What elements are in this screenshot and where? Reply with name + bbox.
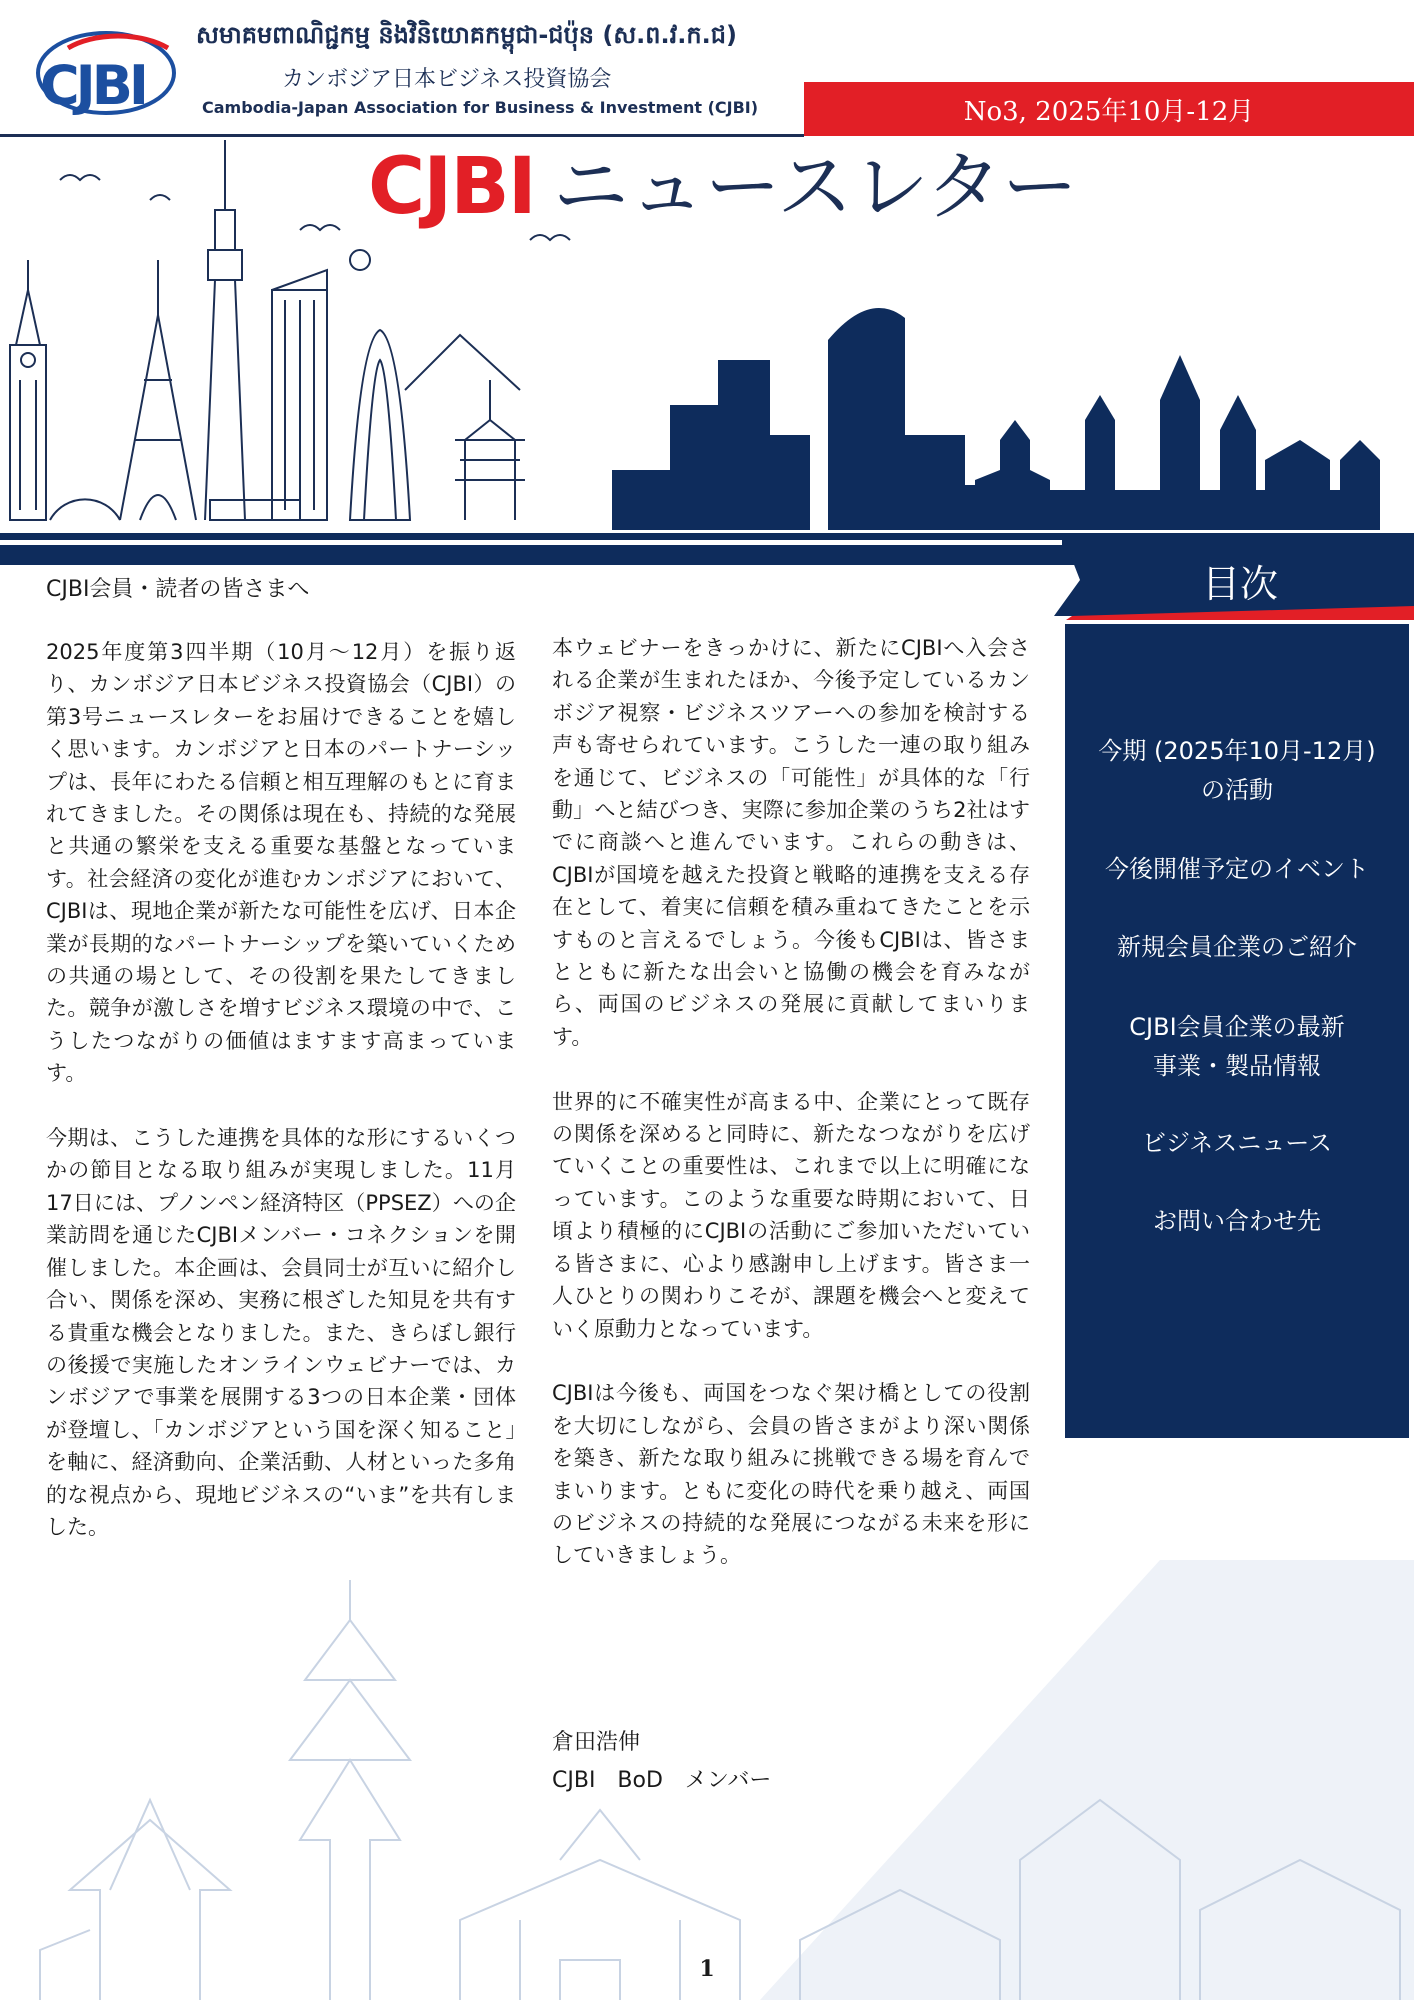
toc-item-line: 今後開催予定のイベント — [1105, 855, 1369, 883]
toc-item-business-news[interactable] — [1065, 1124, 1409, 1163]
org-name-english: Cambodia-Japan Association for Business & Investment (CJBI) — [202, 98, 759, 117]
toc-item-line: CJBI会員企業の最新 — [1129, 1013, 1345, 1041]
org-name-japanese: カンボジア日本ビジネス投資協会 — [282, 67, 612, 92]
paragraph: 今期は、こうした連携を具体的な形にするいくつかの節目となる取り組みが実現しました。11月17日には、プノンペン経済特区（PPSEZ）への企業訪問を通じたCJBIメンバー・コネクションを開催しました。本企画は、会員同士が互いに紹介し合い、関係を深め、実務に根ざした知見を共有する貴重な機会となりました。また、きらぼし銀行の後援で実施したオンラインウェビナーでは、カンボジアで事業を展開する3つの日本企業・団体が登壇し、「カンボジアという国を深く知ること」を軸に、経済動向、企業活動、人材といった多角的な視点から、現地ビジネスの“いま”を共有しました。 — [46, 1126, 516, 1539]
title-text: ニュースレター — [552, 142, 1078, 231]
bottom-architecture-illustration — [0, 1560, 1414, 2000]
toc-item-member-news[interactable] — [1065, 1008, 1409, 1086]
page-number: 1 — [699, 1956, 715, 1982]
signature-title: CJBI BoD メンバー — [552, 1768, 772, 1793]
signature-name: 倉田浩伸 — [552, 1730, 641, 1755]
letter-column-1 — [46, 636, 516, 1576]
svg-text:CJBI: CJBI — [40, 54, 145, 117]
toc-item-line: お問い合わせ先 — [1153, 1207, 1321, 1235]
toc-item-contact[interactable] — [1065, 1202, 1409, 1241]
header-rule — [0, 134, 804, 137]
paragraph: 本ウェビナーをきっかけに、新たにCJBIへ入会される企業が生まれたほか、今後予定しているカンボジア視察・ビジネスツアーへの参加を検討する声も寄せられています。こうした一連の取り組みを通じて、ビジネスの「可能性」が具体的な「行動」へと結びつき、実際に参加企業のうち2社はすでに商談へと進んでいます。これらの動きは、CJBIが国境を越えた投資と戦略的連携を支える存在として、着実に信頼を積み重ねてきたことを示すものと言えるでしょう。今後もCJBIは、皆さまとともに新たな出会いと協働の機会を育みながら、両国のビジネスの発展に貢献してまいります。 — [552, 636, 1030, 1049]
org-name-khmer: សមាគមពាណិជ្ជកម្ម និងវិនិយោគកម្ពុជា-ជប៉ុន (ស.ព.វ.ក.ជ) — [196, 21, 737, 49]
issue-banner: No3, 2025年10月-12月 — [804, 82, 1414, 136]
letter-column-2 — [552, 632, 1030, 1604]
paragraph: 2025年度第3四半期（10月〜12月）を振り返り、カンボジア日本ビジネス投資協会（CJBI）の第3号ニュースレターをお届けできることを嬉しく思います。カンボジアと日本のパートナーシップは、長年にわたる信頼と相互理解のもとに育まれてきました。その関係は現在も、持続的な発展と共通の繁栄を支える重要な基盤となっています。社会経済の変化が進むカンボジアにおいて、CJBIは、現地企業が新たな可能性を広げ、日本企業が長期的なパートナーシップを築いていくための共通の場として、その役割を果たしてきました。競争が激しさを増すビジネス環境の中で、こうしたつながりの価値はますます高まっています。 — [46, 640, 516, 1086]
toc-item-activities[interactable] — [1065, 732, 1409, 810]
toc-heading: 目次 — [1201, 561, 1278, 606]
title-brand: CJBI — [368, 142, 535, 232]
toc-item-line: の活動 — [1201, 776, 1273, 804]
newsletter-title — [368, 142, 1078, 232]
toc-item-line: 事業・製品情報 — [1153, 1052, 1321, 1080]
toc-item-line: 今期 (2025年10月‐12月) — [1098, 737, 1376, 765]
toc-item-line: 新規会員企業のご紹介 — [1117, 933, 1357, 961]
toc-item-new-members[interactable] — [1065, 928, 1409, 967]
toc-item-line: ビジネスニュース — [1141, 1129, 1333, 1157]
paragraph: 世界的に不確実性が高まる中、企業にとって既存の関係を深めると同時に、新たなつながりを広げていくことの重要性は、これまで以上に明確になっています。このような重要な時期において、日頃より積極的にCJBIの活動にご参加いただいている皆さまに、心より感謝申し上げます。皆さま一人ひとりの関わりこそが、課題を機会へと変えていく原動力となっています。 — [552, 1089, 1030, 1341]
toc-item-upcoming-events[interactable] — [1065, 850, 1409, 889]
letter-greeting: CJBI会員・読者の皆さまへ — [46, 577, 310, 602]
cjbi-logo — [28, 28, 178, 118]
paragraph: CJBIは今後も、両国をつなぐ架け橋としての役割を大切にしながら、会員の皆さまがより深い関係を築き、新たな取り組みに挑戦できる場を育んでまいります。ともに変化の時代を乗り越え、両国のビジネスの持続的な発展につながる未来を形にしていきましょう。 — [552, 1381, 1030, 1568]
